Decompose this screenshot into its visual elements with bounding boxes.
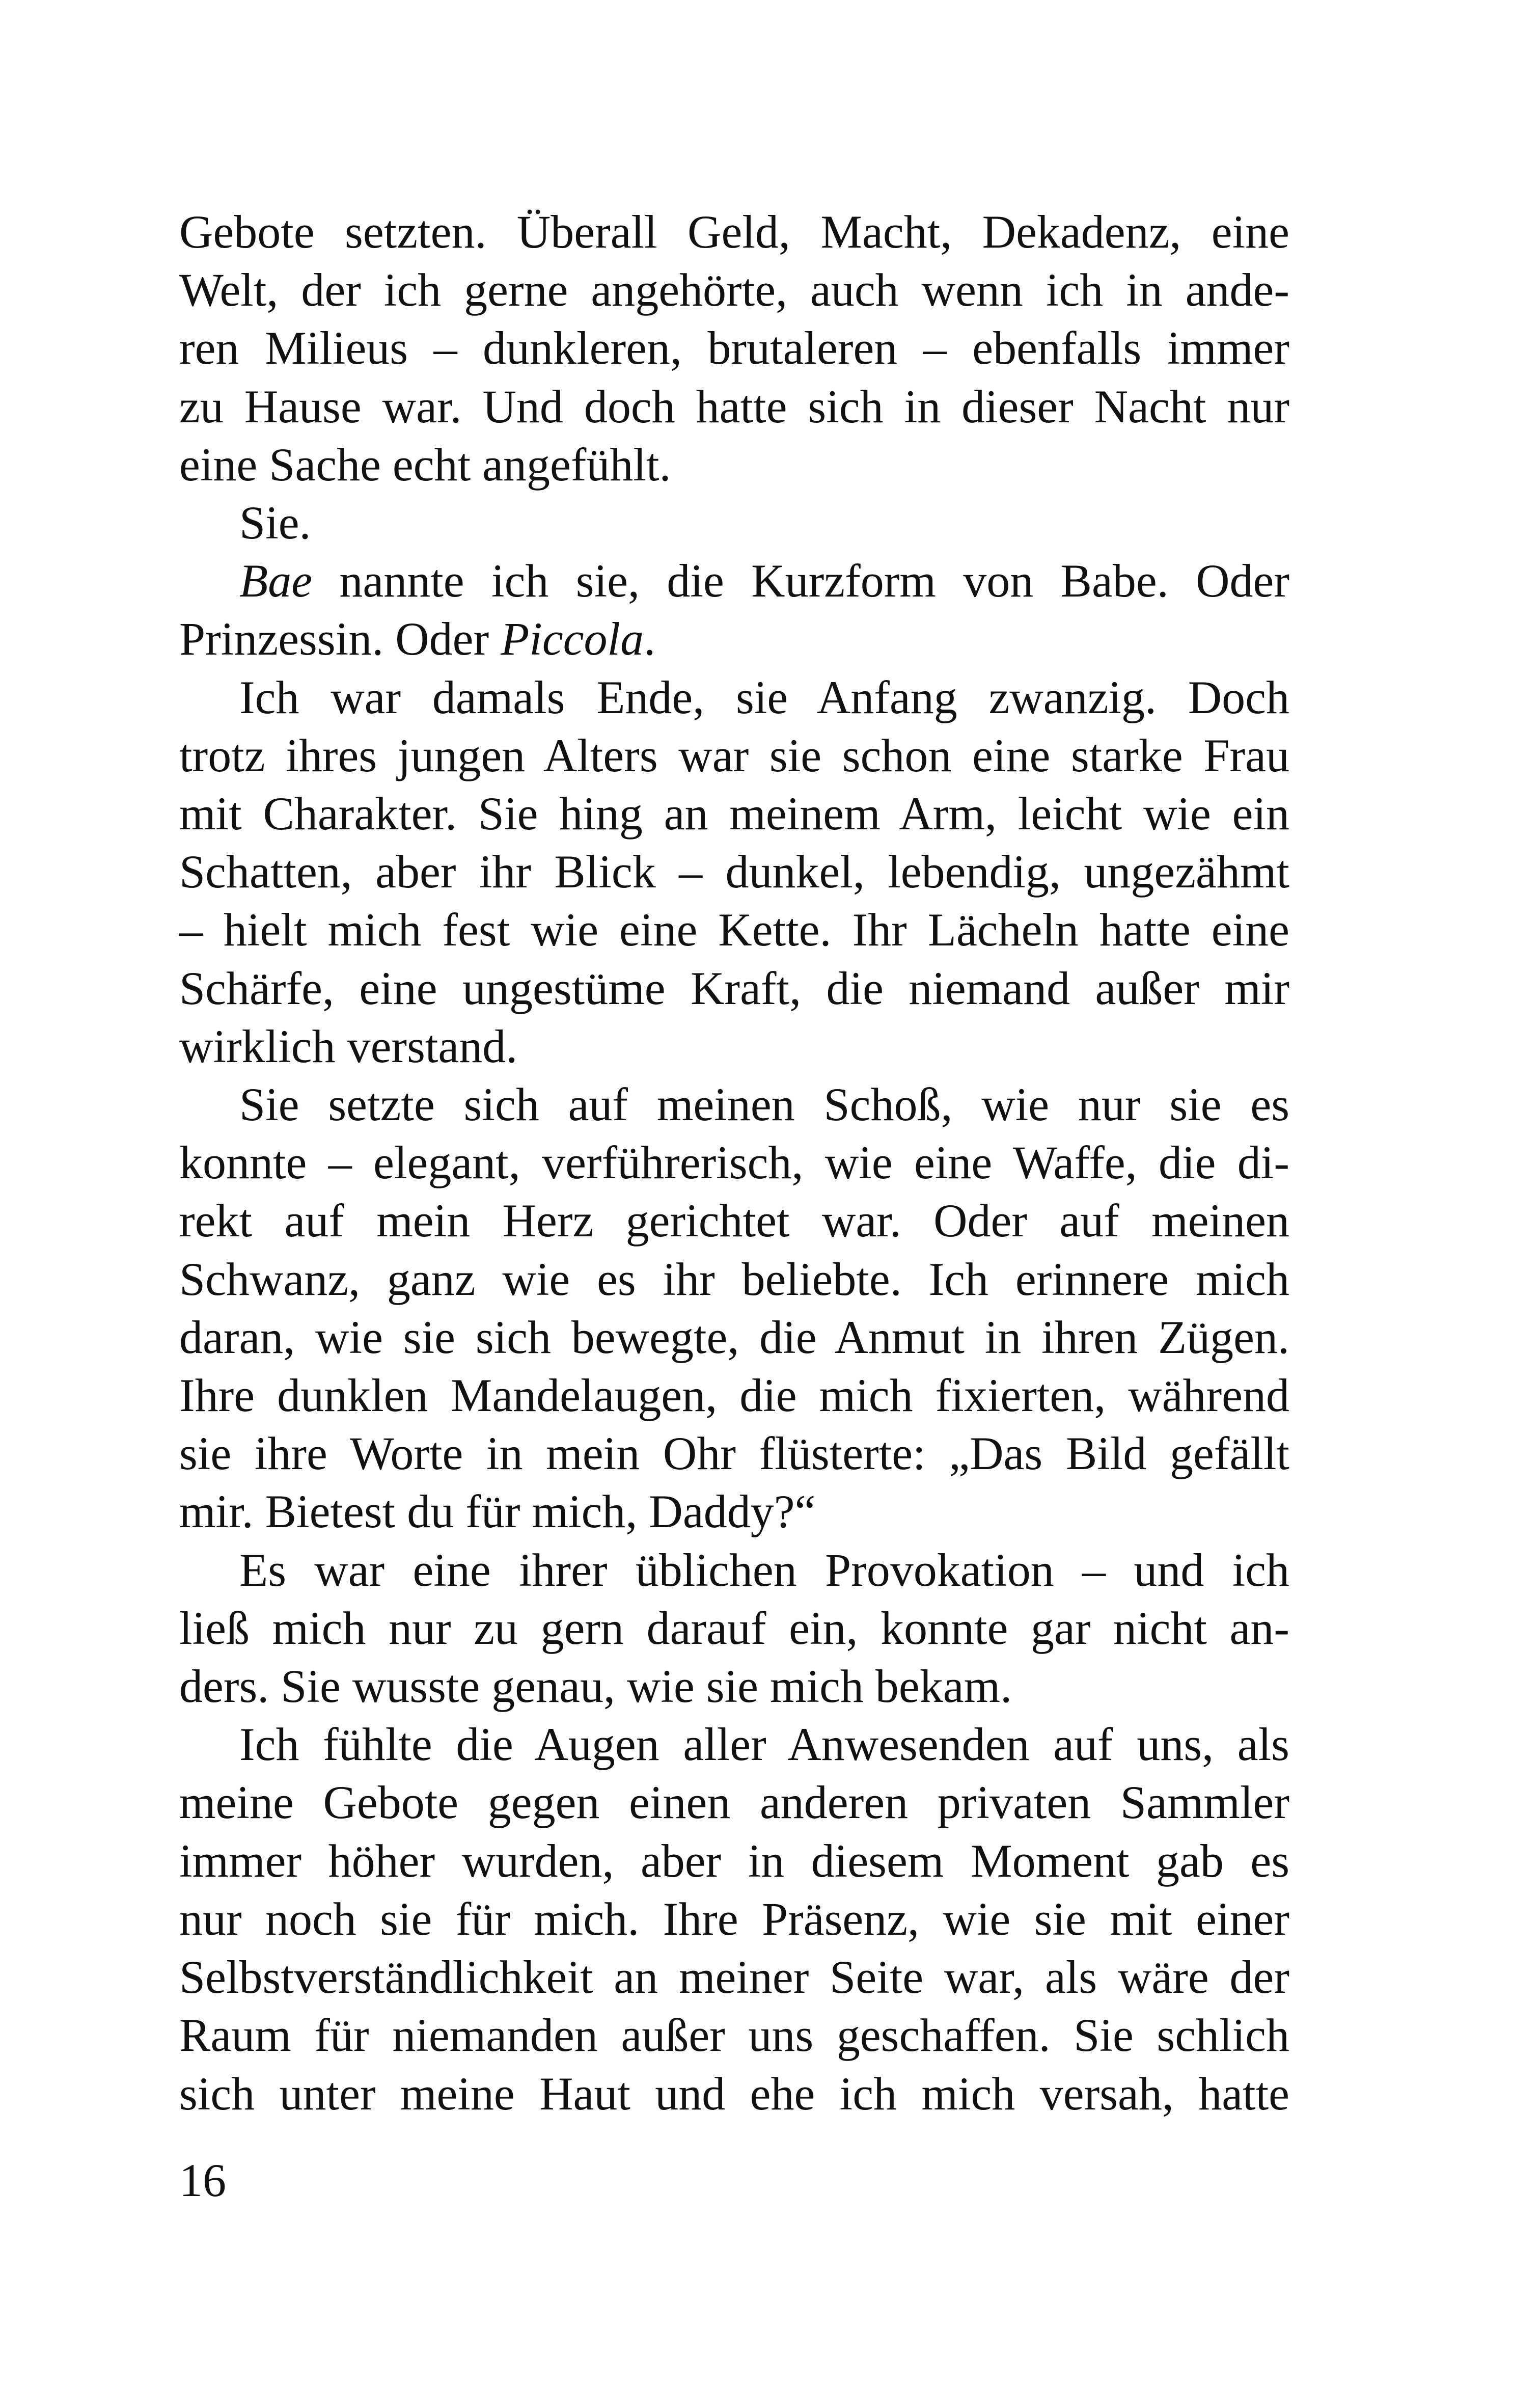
text-segment: . xyxy=(644,613,656,665)
text-line: mit Charakter. Sie hing an meinem Arm, leicht wie ein xyxy=(179,788,1289,840)
text-line: Welt, der ich gerne angehörte, auch wenn ich in ande- xyxy=(179,264,1289,316)
text-line: rekt auf mein Herz gerichtet war. Oder auf meinen xyxy=(179,1195,1289,1247)
italic-word: Bae xyxy=(239,555,313,607)
text-line: Schatten, aber ihr Blick – dunkel, lebendig, ungezähmt xyxy=(179,846,1289,898)
text-line: Selbstverständlichkeit an meiner Seite war, als wäre der xyxy=(179,1951,1289,2003)
text-line: zu Hause war. Und doch hatte sich in dieser Nacht nur xyxy=(179,380,1289,432)
text-line: Gebote setzten. Überall Geld, Macht, Dekadenz, eine xyxy=(179,206,1289,258)
text-line: sich unter meine Haut und ehe ich mich versah, hatte xyxy=(179,2067,1289,2120)
text-line: wirklich verstand. xyxy=(179,1020,518,1072)
text-line: sie ihre Worte in mein Ohr flüsterte: „Das Bild gefällt xyxy=(179,1427,1289,1480)
italic-word: Piccola xyxy=(501,613,644,665)
text-line: Ich war damals Ende, sie Anfang zwanzig. Doch xyxy=(239,671,1289,723)
text-line: Sie setzte sich auf meinen Schoß, wie nur sie es xyxy=(239,1078,1289,1131)
text-line: daran, wie sie sich bewegte, die Anmut in ihren Zügen. xyxy=(179,1311,1289,1363)
text-line: Ich fühlte die Augen aller Anwesenden auf uns, als xyxy=(239,1718,1289,1771)
page-number: 16 xyxy=(179,2154,226,2206)
text-line: ren Milieus – dunkleren, brutaleren – ebenfalls immer xyxy=(179,322,1289,374)
text-line: Schwanz, ganz wie es ihr beliebte. Ich erinnere mich xyxy=(179,1253,1289,1305)
text-line: – hielt mich fest wie eine Kette. Ihr Lächeln hatte eine xyxy=(179,904,1289,956)
text-line: Raum für niemanden außer uns geschaffen. Sie schlich xyxy=(179,2009,1289,2062)
text-line: ders. Sie wusste genau, wie sie mich bekam. xyxy=(179,1660,1012,1713)
text-line: immer höher wurden, aber in diesem Moment gab es xyxy=(179,1834,1289,1887)
text-line: mir. Bietest du für mich, Daddy?“ xyxy=(179,1485,816,1538)
text-line: eine Sache echt angefühlt. xyxy=(179,438,671,491)
text-line: trotz ihres jungen Alters war sie schon eine starke Frau xyxy=(179,729,1289,781)
text-line xyxy=(179,610,1289,668)
text-line xyxy=(179,552,1289,610)
text-line: Schärfe, eine ungestüme Kraft, die niemand außer mir xyxy=(179,962,1289,1014)
text-line: Ihre dunklen Mandelaugen, die mich fixierten, während xyxy=(179,1369,1289,1422)
body-text xyxy=(179,203,1289,2123)
text-line: nur noch sie für mich. Ihre Präsenz, wie sie mit einer xyxy=(179,1892,1289,1945)
text-line: konnte – elegant, verführerisch, wie eine Waffe, die di- xyxy=(179,1136,1289,1189)
text-segment: Prinzessin. Oder xyxy=(179,613,501,665)
text-line: Sie. xyxy=(239,497,311,549)
text-line: meine Gebote gegen einen anderen privaten Sammler xyxy=(179,1776,1289,1829)
text-line: ließ mich nur zu gern darauf ein, konnte gar nicht an- xyxy=(179,1602,1289,1654)
text-line: Es war eine ihrer üblichen Provokation – und ich xyxy=(239,1543,1289,1596)
text-segment: nannte ich sie, die Kurzform von Babe. Oder xyxy=(312,555,1289,607)
